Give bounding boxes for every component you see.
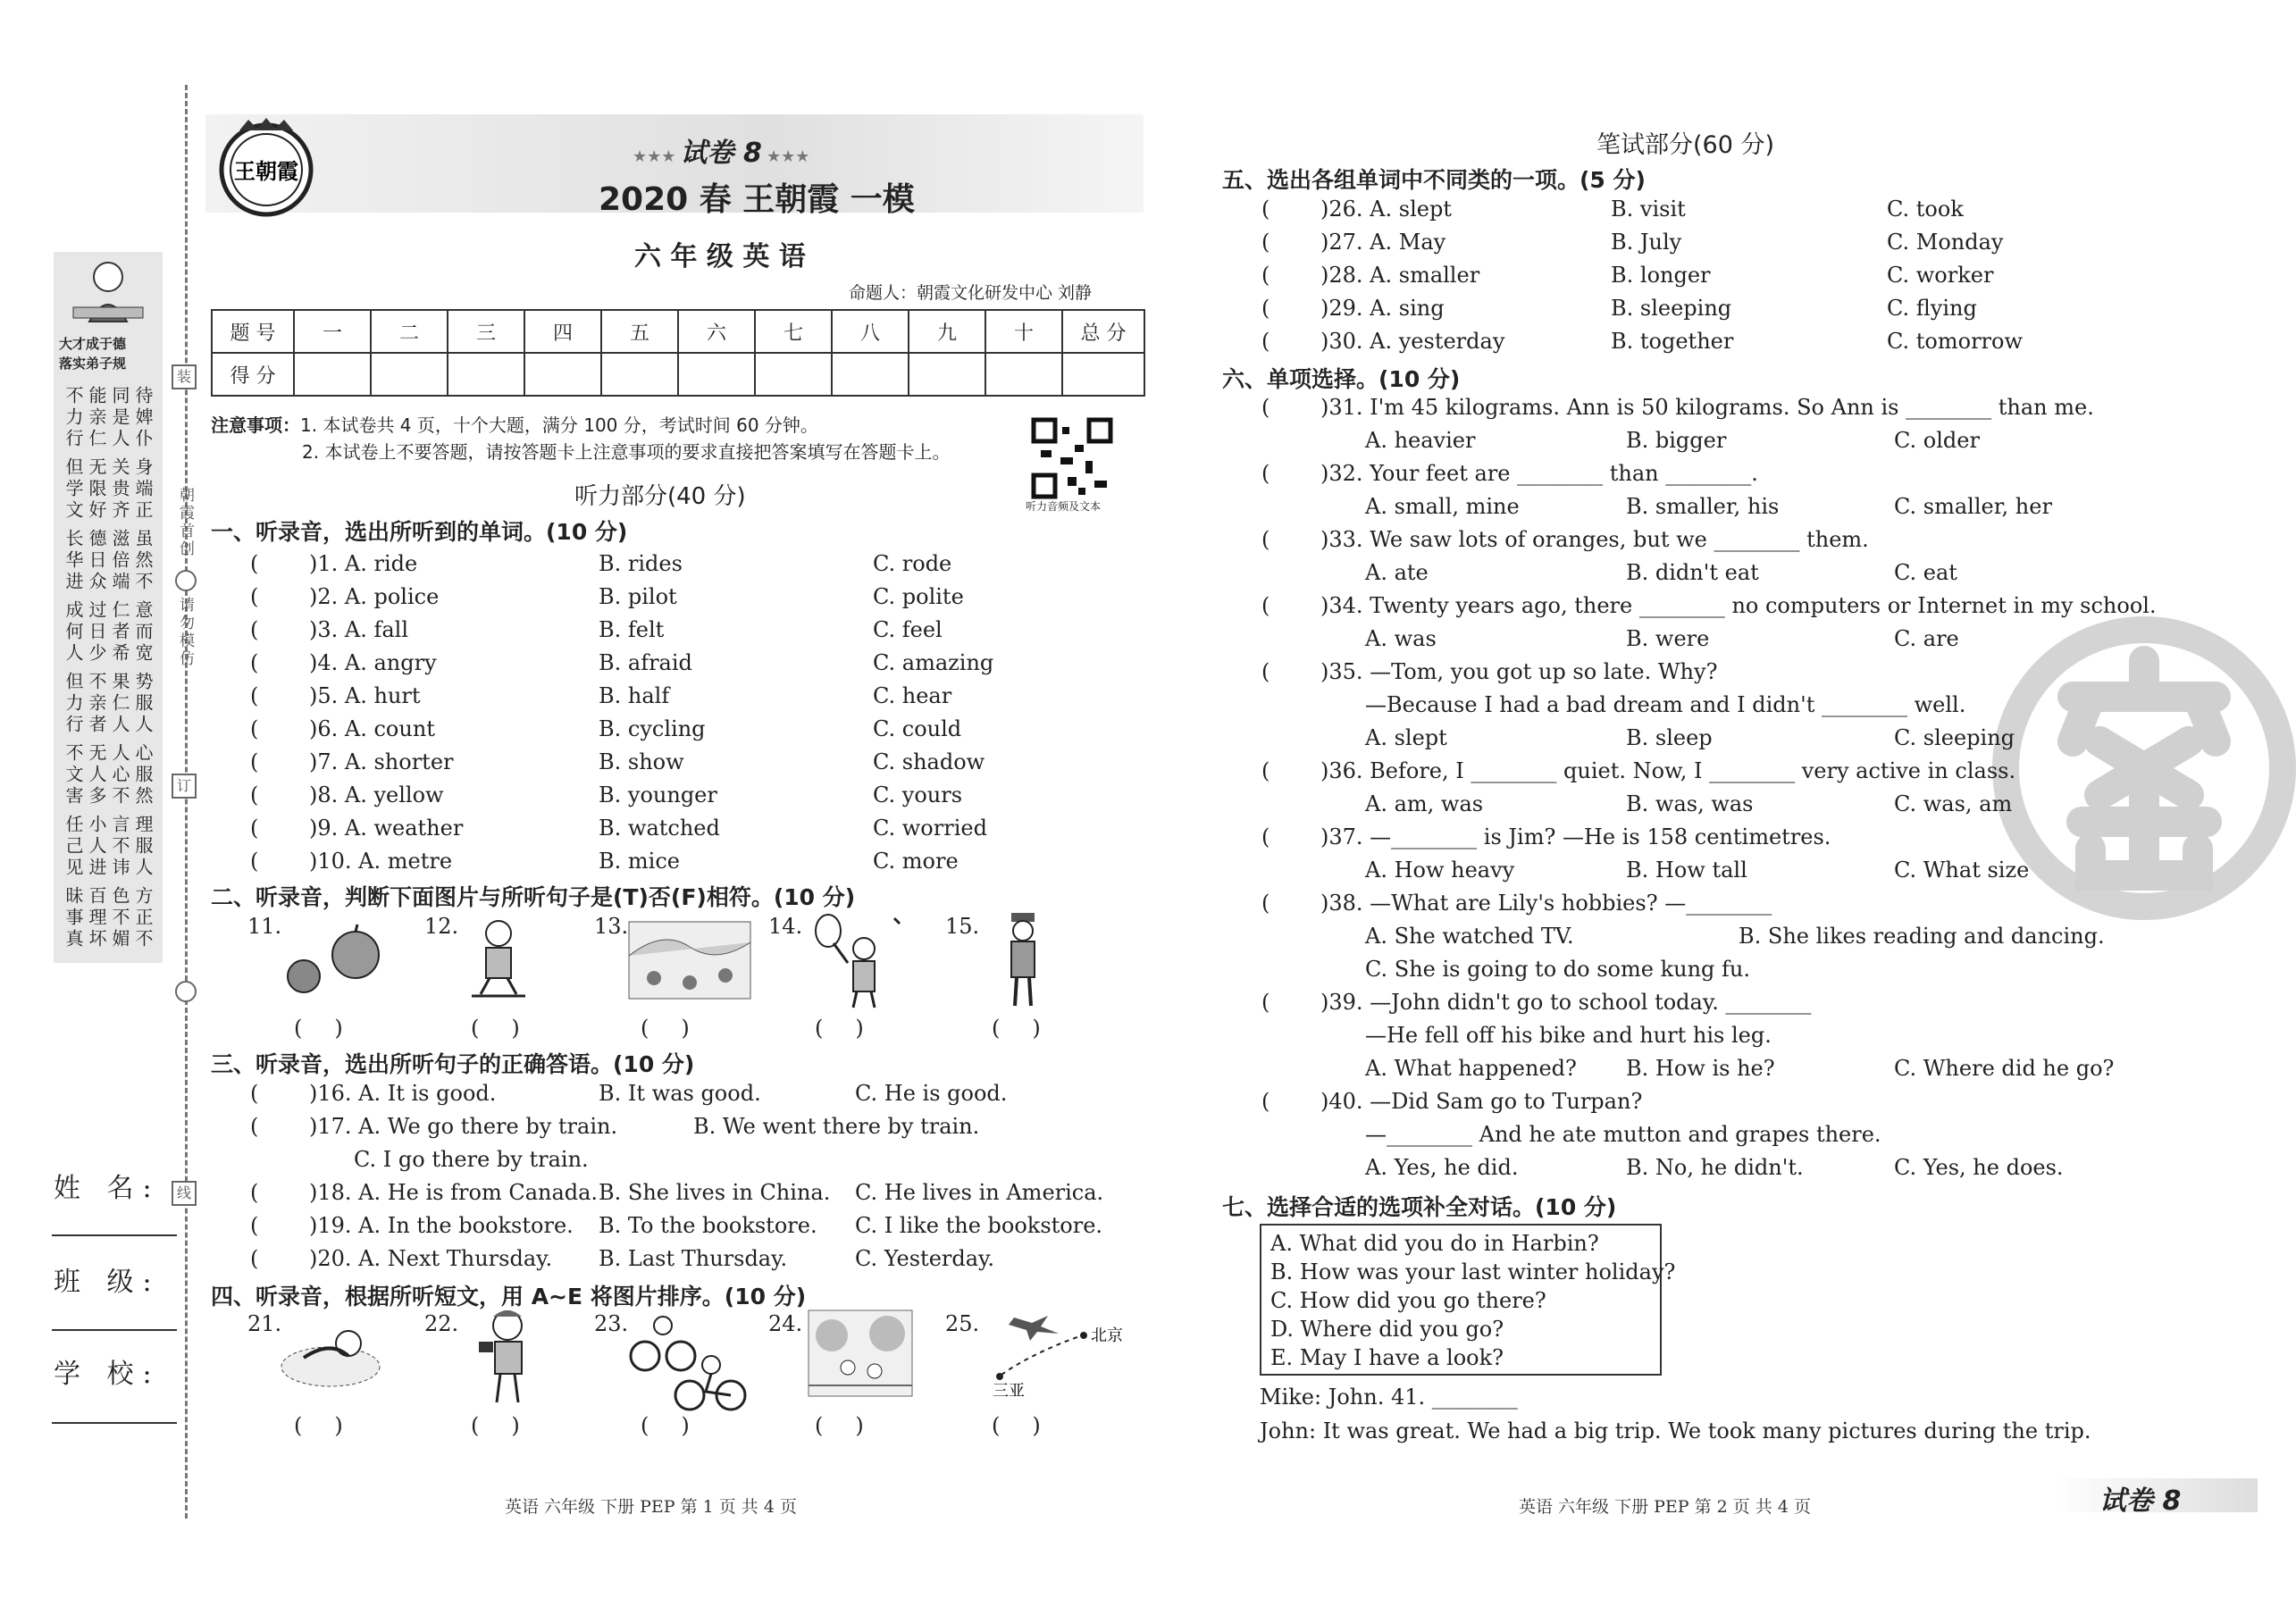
- answer-paren[interactable]: (: [250, 782, 259, 807]
- order-picture-answer-paren[interactable]: (): [471, 1413, 552, 1438]
- question-option: C. Yes, he does.: [1894, 1155, 2064, 1180]
- park-scene-picture: [807, 1309, 914, 1398]
- answer-option: C. He is good.: [855, 1081, 1008, 1106]
- answer-paren[interactable]: (: [1261, 891, 1270, 916]
- motto-header-1: 大才成于德: [59, 336, 127, 352]
- question-option: A. small, mine: [1365, 494, 1520, 519]
- motto-verse-column: 无人多: [86, 743, 107, 807]
- question-option-b: B. show: [599, 749, 684, 774]
- school-label: 学 校:: [54, 1359, 161, 1390]
- score-header-cell: 五: [601, 310, 678, 353]
- question-option-c: C. yours: [873, 782, 963, 807]
- order-picture-number: 23.: [594, 1311, 629, 1336]
- question-option-c: C. took: [1887, 197, 1964, 222]
- class-field[interactable]: [52, 1329, 177, 1331]
- motto-verse-column: 理服人: [132, 815, 154, 879]
- answer-paren[interactable]: (: [1261, 758, 1270, 783]
- score-blank-cell[interactable]: [371, 353, 448, 396]
- binding-hole-2: [175, 981, 197, 1002]
- score-blank-cell[interactable]: [678, 353, 755, 396]
- question-option: C. are: [1894, 626, 1959, 651]
- question-stem: )33. We saw lots of oranges, but we ________ them.: [1320, 527, 1869, 552]
- motto-verse-column: 关贵齐: [109, 457, 130, 522]
- police-officer-picture: [1001, 911, 1045, 1009]
- order-picture-answer-paren[interactable]: (): [294, 1413, 375, 1438]
- section-1-title: 一、听录音，选出所听到的单词。(10 分): [211, 519, 628, 545]
- question-option: C. eat: [1894, 560, 1957, 585]
- school-field[interactable]: [52, 1422, 177, 1424]
- question-option: B. were: [1626, 626, 1710, 651]
- answer-paren[interactable]: (: [1261, 263, 1270, 288]
- question-option-a: )27. A. May: [1320, 230, 1446, 255]
- question-option-c: C. feel: [873, 617, 943, 642]
- children-cycling-picture: [625, 1313, 750, 1411]
- picture-answer-paren[interactable]: (): [992, 1016, 1073, 1041]
- answer-paren[interactable]: (: [1261, 527, 1270, 552]
- dialogue-option-b: B. How was your last winter holiday?: [1270, 1259, 1676, 1284]
- answer-option: C. I go there by train.: [354, 1147, 589, 1172]
- question-option-b: B. pilot: [599, 584, 677, 609]
- score-blank-cell[interactable]: [1062, 353, 1144, 396]
- score-header-cell: 总 分: [1062, 310, 1144, 353]
- question-option: B. No, he didn't.: [1626, 1155, 1804, 1180]
- binding-word-2: 请勿模仿: [176, 597, 194, 668]
- answer-paren[interactable]: (: [1261, 197, 1270, 222]
- answer-paren[interactable]: (: [250, 584, 259, 609]
- score-header-cell: 七: [755, 310, 832, 353]
- score-header-cell: 四: [524, 310, 601, 353]
- author-line: 命题人：朝霞文化研发中心 刘静: [849, 283, 1093, 303]
- question-option-c: C. tomorrow: [1887, 329, 2024, 354]
- farm-field-picture: [627, 920, 752, 1000]
- question-option: A. slept: [1365, 725, 1447, 750]
- question-option-b: B. half: [599, 683, 670, 708]
- question-option: B. How tall: [1626, 858, 1747, 883]
- question-option-b: B. visit: [1611, 197, 1686, 222]
- subject-title: 六 年 级 英 语: [634, 241, 806, 272]
- question-option-c: C. worker: [1887, 263, 1994, 288]
- motto-verse-column: 果仁人: [109, 672, 130, 736]
- answer-paren[interactable]: (: [250, 1114, 259, 1139]
- answer-paren[interactable]: (: [1261, 395, 1270, 420]
- question-stem: )39. —John didn't go to school today. ________: [1320, 990, 1812, 1015]
- answer-paren[interactable]: (: [250, 1180, 259, 1205]
- picture-number: 13.: [594, 914, 629, 939]
- question-option: A. Yes, he did.: [1365, 1155, 1519, 1180]
- map-label-beijing: 北京: [1091, 1326, 1123, 1345]
- score-header-cell: 九: [909, 310, 985, 353]
- section-4-title: 四、听录音，根据所听短文，用 A~E 将图片排序。(10 分): [211, 1284, 807, 1309]
- class-label: 班 级:: [54, 1267, 161, 1298]
- answer-option: )20. A. Next Thursday.: [309, 1246, 553, 1271]
- motto-header-2: 落实弟子规: [59, 356, 127, 372]
- question-option-b: B. watched: [599, 816, 720, 841]
- motto-verse-column: 方正不: [132, 886, 154, 950]
- answer-option: )18. A. He is from Canada.: [309, 1180, 599, 1205]
- motto-verse-column: 待婢仆: [132, 386, 154, 450]
- question-option-b: B. younger: [599, 782, 717, 807]
- answer-paren[interactable]: (: [250, 1246, 259, 1271]
- question-option-a: )26. A. slept: [1320, 197, 1452, 222]
- picture-number: 12.: [424, 914, 459, 939]
- question-stem: )38. —What are Lily's hobbies? —________: [1320, 891, 1772, 916]
- motto-verse-column: 身端正: [132, 457, 154, 522]
- question-option: B. sleep: [1626, 725, 1713, 750]
- score-header-cell: 六: [678, 310, 755, 353]
- answer-paren[interactable]: (: [250, 816, 259, 841]
- question-option-a: )29. A. sing: [1320, 296, 1445, 321]
- logo-text: 王朝霞: [234, 158, 298, 184]
- motto-verse-column: 意而宽: [132, 600, 154, 665]
- question-option: C. She is going to do some kung fu.: [1365, 957, 1750, 982]
- question-dialogue-line: —________ And he ate mutton and grapes there.: [1365, 1122, 1881, 1147]
- question-option-b: B. mice: [599, 849, 680, 874]
- answer-paren[interactable]: (: [250, 617, 259, 642]
- question-stem: )35. —Tom, you got up so late. Why?: [1320, 659, 1718, 684]
- question-option-b: B. longer: [1611, 263, 1711, 288]
- question-option-c: C. flying: [1887, 296, 1977, 321]
- answer-paren[interactable]: (: [250, 716, 259, 741]
- answer-paren[interactable]: (: [1261, 296, 1270, 321]
- question-option-a: )7. A. shorter: [309, 749, 454, 774]
- score-blank-cell[interactable]: [909, 353, 985, 396]
- flight-map-picture: [978, 1309, 1123, 1401]
- name-field[interactable]: [52, 1234, 177, 1236]
- score-blank-cell[interactable]: [755, 353, 832, 396]
- question-option: A. was: [1365, 626, 1437, 651]
- binding-box-1: 装: [172, 364, 197, 389]
- seal-glyph-icon: [2019, 643, 2269, 893]
- question-option-a: )1. A. ride: [309, 551, 418, 576]
- motto-verse-column: 心服然: [132, 743, 154, 807]
- score-header-cell: 三: [448, 310, 524, 353]
- picture-answer-paren[interactable]: (): [294, 1016, 375, 1041]
- question-option-c: C. shadow: [873, 749, 985, 774]
- question-option: C. older: [1894, 428, 1980, 453]
- question-stem: )32. Your feet are ________ than ________.: [1320, 461, 1758, 486]
- answer-option: )19. A. In the bookstore.: [309, 1213, 574, 1238]
- motto-verse-column: 昧事真: [63, 886, 84, 950]
- question-option: B. was, was: [1626, 791, 1754, 816]
- written-title: 笔试部分(60 分): [1596, 131, 1775, 159]
- score-blank-cell[interactable]: [294, 353, 371, 396]
- question-option-b: B. rides: [599, 551, 683, 576]
- score-blank-cell[interactable]: [601, 353, 678, 396]
- answer-option: B. To the bookstore.: [599, 1213, 817, 1238]
- score-label-cell: 得 分: [212, 353, 294, 396]
- answer-paren[interactable]: (: [250, 650, 259, 675]
- question-option: A. How heavy: [1365, 858, 1515, 883]
- answer-option: B. Last Thursday.: [599, 1246, 788, 1271]
- question-option: B. didn't eat: [1626, 560, 1759, 585]
- picture-answer-paren[interactable]: (): [815, 1016, 896, 1041]
- question-option: C. Where did he go?: [1894, 1056, 2115, 1081]
- footer-right: 英语 六年级 下册 PEP 第 2 页 共 4 页: [1519, 1497, 1811, 1517]
- question-option: B. She likes reading and dancing.: [1739, 924, 2105, 949]
- question-option-b: B. together: [1611, 329, 1734, 354]
- motto-verse-column: 同是人: [109, 386, 130, 450]
- motto-verse-column: 势服人: [132, 672, 154, 736]
- answer-option: )17. A. We go there by train.: [309, 1114, 618, 1139]
- motto-verse-column: 仁者希: [109, 600, 130, 665]
- question-option: A. am, was: [1365, 791, 1484, 816]
- order-picture-number: 21.: [247, 1311, 282, 1336]
- order-picture-answer-paren[interactable]: (): [992, 1413, 1073, 1438]
- question-option-a: )6. A. count: [309, 716, 435, 741]
- question-option: A. What happened?: [1365, 1056, 1577, 1081]
- dialogue-options-box: [1260, 1224, 1676, 1376]
- dialogue-option-e: E. May I have a look?: [1270, 1345, 1504, 1370]
- motto-verse-column: 德日众: [86, 529, 107, 593]
- motto-verse-column: 能亲仁: [86, 386, 107, 450]
- qr-code-icon[interactable]: [1032, 418, 1112, 498]
- zhaoxia-logo: [213, 114, 320, 222]
- motto-verse-column: 成何人: [63, 600, 84, 665]
- answer-paren[interactable]: (: [1261, 990, 1270, 1015]
- order-picture-number: 25.: [945, 1311, 980, 1336]
- motto-verse-column: 滋倍端: [109, 529, 130, 593]
- answer-option: C. I like the bookstore.: [855, 1213, 1103, 1238]
- order-picture-number: 24.: [768, 1311, 803, 1336]
- corner-tag: 试卷 8: [2099, 1485, 2182, 1517]
- apples-picture: [284, 924, 382, 996]
- question-stem: )31. I'm 45 kilograms. Ann is 50 kilograms. So Ann is ________ than me.: [1320, 395, 2094, 420]
- order-picture-number: 22.: [424, 1311, 459, 1336]
- binding-word-1: 朝霞首创: [176, 487, 194, 558]
- score-blank-cell[interactable]: [448, 353, 524, 396]
- question-option-c: C. rode: [873, 551, 952, 576]
- question-option-a: )2. A. police: [309, 584, 440, 609]
- binding-line: [185, 85, 188, 1519]
- question-dialogue-line: —He fell off his bike and hurt his leg.: [1365, 1023, 1772, 1048]
- question-option: A. She watched TV.: [1365, 924, 1574, 949]
- score-table: [211, 309, 1145, 397]
- listening-title: 听力部分(40 分): [574, 483, 746, 510]
- question-option-a: )28. A. smaller: [1320, 263, 1480, 288]
- badminton-player-picture: [809, 911, 907, 1009]
- question-option-a: )4. A. angry: [309, 650, 437, 675]
- answer-paren[interactable]: (: [250, 551, 259, 576]
- answer-paren[interactable]: (: [1261, 593, 1270, 618]
- question-option-c: C. Monday: [1887, 230, 2004, 255]
- question-option-c: C. amazing: [873, 650, 994, 675]
- question-option: C. sleeping: [1894, 725, 2015, 750]
- question-dialogue-line: —Because I had a bad dream and I didn't ________ well.: [1365, 692, 1966, 717]
- section-2-title: 二、听录音，判断下面图片与所听句子是(T)否(F)相符。(10 分): [211, 884, 856, 910]
- question-option: B. smaller, his: [1626, 494, 1780, 519]
- motto-verse-column: 但学文: [63, 457, 84, 522]
- section-3-title: 三、听录音，选出所听句子的正确答语。(10 分): [211, 1051, 695, 1077]
- motto-verse-column: 色不媚: [109, 886, 130, 950]
- dialogue-option-c: C. How did you go there?: [1270, 1288, 1546, 1313]
- question-option: B. bigger: [1626, 428, 1727, 453]
- section-5-title: 五、选出各组单词中不同类的一项。(5 分): [1222, 167, 1646, 193]
- name-label: 姓 名:: [54, 1173, 161, 1204]
- picture-number: 15.: [945, 914, 980, 939]
- exam-title: 2020 春 王朝霞 一模: [599, 181, 915, 218]
- notes-line-2: 2. 本试卷上不要答题，请按答题卡上注意事项的要求直接把答案填写在答题卡上。: [302, 441, 951, 463]
- section-7-title: 七、选择合适的选项补全对话。(10 分): [1222, 1194, 1617, 1220]
- question-stem: )36. Before, I ________ quiet. Now, I ________ very active in class.: [1320, 758, 2016, 783]
- question-option-b: B. July: [1611, 230, 1682, 255]
- score-header-cell: 题 号: [212, 310, 294, 353]
- secret-seal-watermark: [1992, 616, 2296, 920]
- question-option-b: B. sleeping: [1611, 296, 1732, 321]
- score-header-cell: 八: [832, 310, 909, 353]
- binding-hole-1: [175, 570, 197, 591]
- score-blank-cell[interactable]: [985, 353, 1062, 396]
- dialogue-line-2: John: It was great. We had a big trip. We took many pictures during the trip.: [1260, 1418, 2091, 1443]
- motto-verse-column: 虽然不: [132, 529, 154, 593]
- notes-line-1: 注意事项：1. 本试卷共 4 页，十个大题，满分 100 分，考试时间 60 分钟。: [211, 414, 818, 436]
- footer-left: 英语 六年级 下册 PEP 第 1 页 共 4 页: [505, 1497, 797, 1517]
- child-digging-picture: [463, 916, 534, 1005]
- question-option-c: C. polite: [873, 584, 964, 609]
- answer-paren[interactable]: (: [1261, 461, 1270, 486]
- question-option-c: C. could: [873, 716, 962, 741]
- answer-paren[interactable]: (: [1261, 230, 1270, 255]
- question-option-b: B. afraid: [599, 650, 692, 675]
- question-option-b: B. cycling: [599, 716, 706, 741]
- motto-verse-column: 过日少: [86, 600, 107, 665]
- scholar-illustration: [54, 252, 163, 332]
- motto-verse-column: 任己见: [63, 815, 84, 879]
- order-picture-answer-paren[interactable]: (): [815, 1413, 896, 1438]
- question-stem: )37. —________ is Jim? —He is 158 centimetres.: [1320, 824, 1831, 849]
- answer-option: C. He lives in America.: [855, 1180, 1104, 1205]
- score-blank-cell[interactable]: [524, 353, 601, 396]
- question-option: A. heavier: [1365, 428, 1476, 453]
- answer-paren[interactable]: (: [250, 683, 259, 708]
- dialogue-line-1: Mike: John. 41. ________: [1260, 1385, 1518, 1410]
- motto-verse-column: 不亲者: [86, 672, 107, 736]
- answer-option: C. Yesterday.: [855, 1246, 995, 1271]
- answer-paren[interactable]: (: [1261, 659, 1270, 684]
- dialogue-option-a: A. What did you do in Harbin?: [1270, 1231, 1599, 1256]
- dialogue-option-d: D. Where did you go?: [1270, 1317, 1504, 1342]
- motto-verse-column: 无限好: [86, 457, 107, 522]
- question-option-a: )8. A. yellow: [309, 782, 444, 807]
- map-label-sanya: 三亚: [993, 1382, 1025, 1401]
- answer-option: B. It was good.: [599, 1081, 761, 1106]
- answer-option: B. We went there by train.: [693, 1114, 980, 1139]
- question-option-b: B. felt: [599, 617, 665, 642]
- answer-option: B. She lives in China.: [599, 1180, 831, 1205]
- picture-answer-paren[interactable]: (): [641, 1016, 722, 1041]
- question-option-a: )9. A. weather: [309, 816, 464, 841]
- motto-verse-column: 言不讳: [109, 815, 130, 879]
- girl-with-camera-picture: [473, 1306, 545, 1409]
- answer-paren[interactable]: (: [250, 1081, 259, 1106]
- question-option: A. ate: [1365, 560, 1429, 585]
- question-option-a: )3. A. fall: [309, 617, 409, 642]
- question-option-a: )5. A. hurt: [309, 683, 421, 708]
- child-swimming-picture: [277, 1313, 384, 1393]
- question-option: B. How is he?: [1626, 1056, 1775, 1081]
- motto-panel: [54, 252, 163, 963]
- answer-paren[interactable]: (: [1261, 329, 1270, 354]
- motto-verse-column: 百理坏: [86, 886, 107, 950]
- question-option-a: )30. A. yesterday: [1320, 329, 1505, 354]
- order-picture-answer-paren[interactable]: (): [641, 1413, 722, 1438]
- answer-option: )16. A. It is good.: [309, 1081, 497, 1106]
- qr-caption: 听力音频及文本: [1026, 500, 1102, 513]
- score-blank-cell[interactable]: [832, 353, 909, 396]
- motto-verse-column: 人心不: [109, 743, 130, 807]
- picture-number: 14.: [768, 914, 803, 939]
- question-option-c: C. worried: [873, 816, 987, 841]
- question-option-a: )10. A. metre: [309, 849, 453, 874]
- answer-paren[interactable]: (: [1261, 824, 1270, 849]
- answer-paren[interactable]: (: [1261, 1089, 1270, 1114]
- motto-verse-column: 但力行: [63, 672, 84, 736]
- motto-verse-column: 不文害: [63, 743, 84, 807]
- motto-verse-column: 长华进: [63, 529, 84, 593]
- question-option-c: C. more: [873, 849, 959, 874]
- section-6-title: 六、单项选择。(10 分): [1222, 366, 1461, 392]
- score-header-cell: 二: [371, 310, 448, 353]
- score-header-cell: 一: [294, 310, 371, 353]
- question-option: C. smaller, her: [1894, 494, 2052, 519]
- question-stem: )34. Twenty years ago, there ________ no computers or Internet in my school.: [1320, 593, 2157, 618]
- picture-answer-paren[interactable]: (): [471, 1016, 552, 1041]
- answer-paren[interactable]: (: [250, 849, 259, 874]
- question-option: C. What size: [1894, 858, 2030, 883]
- paper-tag-left: ★★★ 试卷 8 ★★★: [633, 138, 810, 169]
- answer-paren[interactable]: (: [250, 749, 259, 774]
- binding-box-2: 订: [172, 774, 197, 799]
- motto-verse-column: 不力行: [63, 386, 84, 450]
- question-option-c: C. hear: [873, 683, 952, 708]
- binding-box-3: 线: [172, 1181, 197, 1206]
- question-stem: )40. —Did Sam go to Turpan?: [1320, 1089, 1643, 1114]
- motto-verse-column: 小人进: [86, 815, 107, 879]
- picture-number: 11.: [247, 914, 282, 939]
- score-header-cell: 十: [985, 310, 1062, 353]
- answer-paren[interactable]: (: [250, 1213, 259, 1238]
- question-option: C. was, am: [1894, 791, 2013, 816]
